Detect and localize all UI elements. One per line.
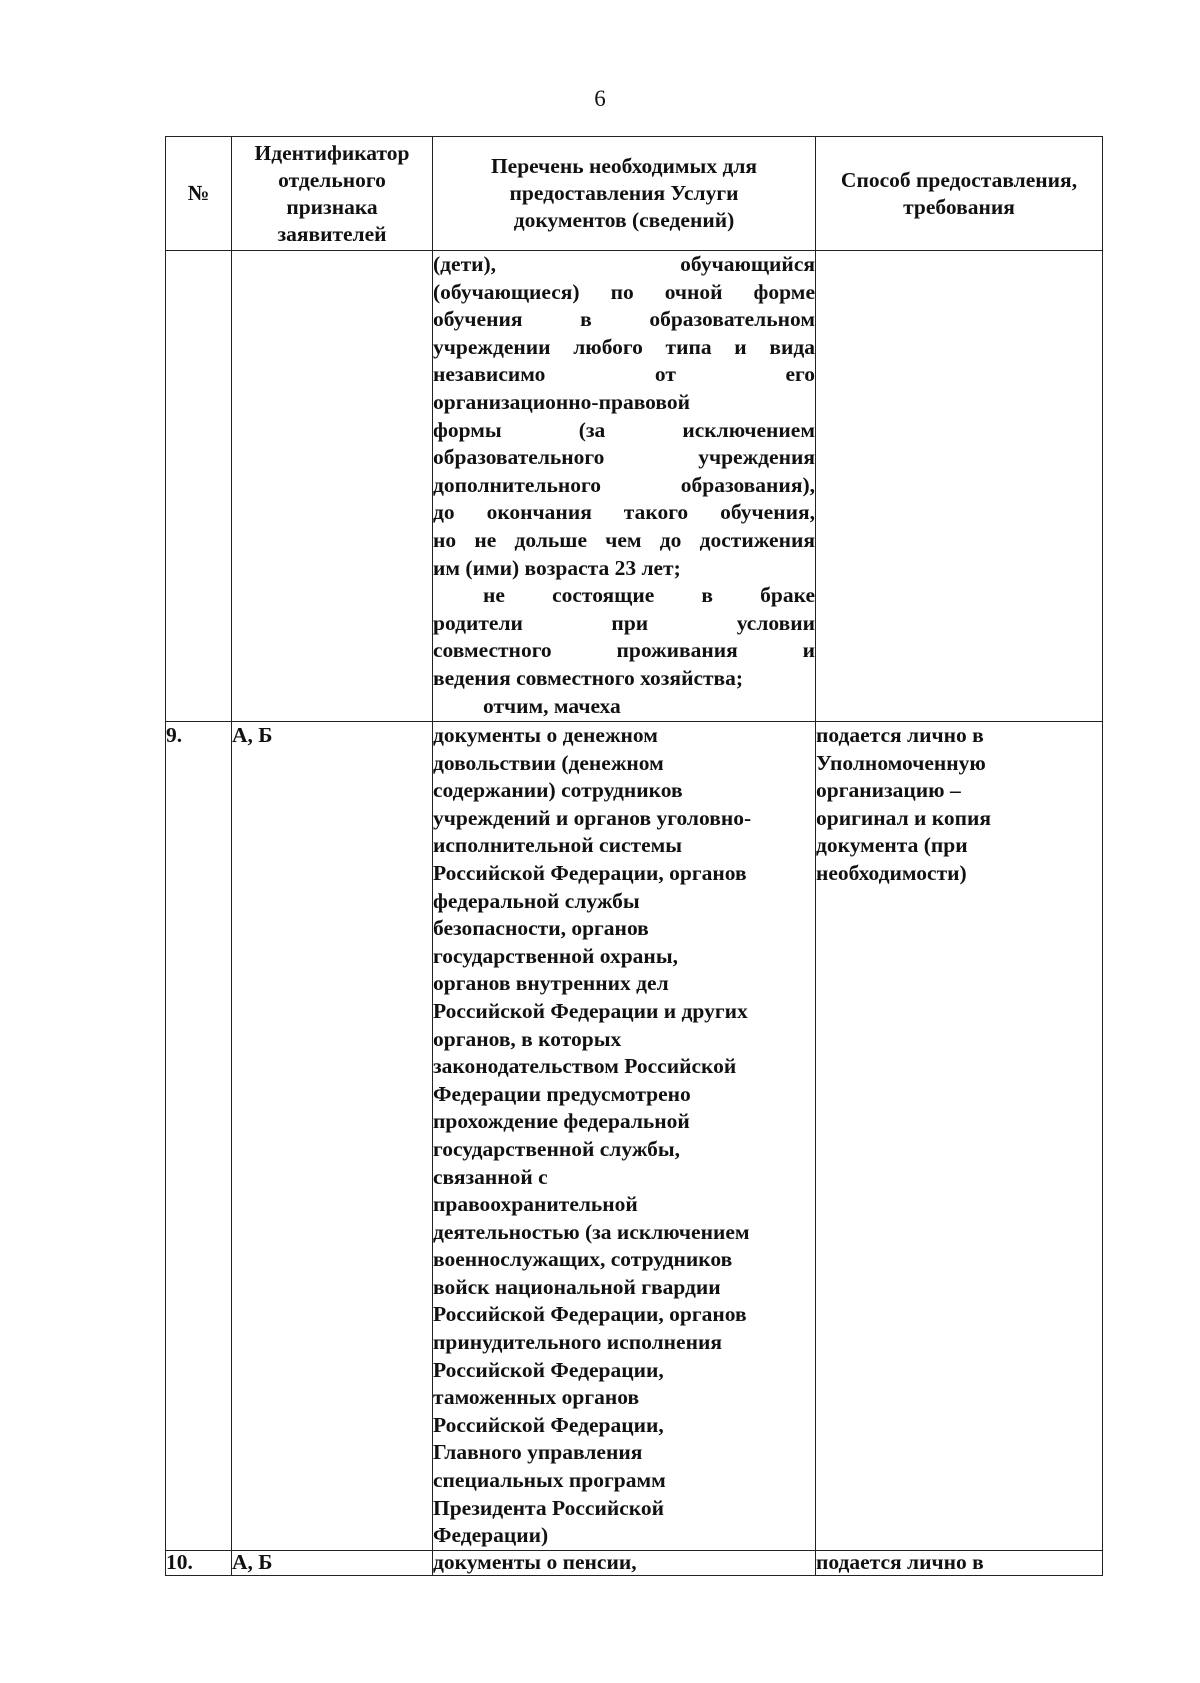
req-line: документа (при [816,833,968,858]
page-number: 6 [594,86,606,111]
documents-table [165,136,1103,1576]
doc-line: родители при условии [433,610,815,635]
doc-line: Российской Федерации, органов [433,860,747,885]
doc-line: войск национальной гвардии [433,1274,721,1299]
doc-line: им (ими) возраста 23 лет; [433,555,681,580]
table-row-continued [166,251,1103,722]
cell-requirements: подается лично в [816,1550,1103,1575]
req-line: Уполномоченную [816,750,986,775]
doc-line: но не дольше чем до достижения [433,527,815,552]
doc-line: федеральной службы [433,888,640,913]
doc-line: формы (за исключением [433,417,815,442]
doc-line: Федерации) [433,1523,549,1548]
doc-line: отчим, мачеха [483,693,621,718]
doc-line: Главного управления [433,1440,643,1465]
cell-documents [433,251,816,722]
doc-line: дополнительного образования), [433,472,815,497]
doc-line: государственной службы, [433,1136,681,1161]
doc-line: Российской Федерации, органов [433,1302,747,1327]
req-line: оригинал и копия [816,805,992,830]
doc-line: не состоящие в браке [483,583,815,608]
req-line: необходимости) [816,860,967,885]
cell-identifier [232,251,433,722]
doc-line: (обучающиеся) по очной форме [433,279,815,304]
doc-line: ведения совместного хозяйства; [433,665,744,690]
req-line: подается лично в [816,723,984,747]
header-requirements: Способ предоставления, требования [816,137,1103,251]
doc-line: прохождение федеральной [433,1109,690,1134]
doc-line: правоохранительной [433,1192,638,1217]
doc-line: до окончания такого обучения, [433,500,815,525]
header-number: № [166,137,232,251]
doc-line: организационно-правовой [433,389,690,414]
doc-line: обучения в образовательном [433,307,815,332]
header-identifier: Идентификатор отдельного признака заявителей [232,137,433,251]
doc-line: содержании) сотрудников [433,778,683,803]
cell-number: 10. [166,1550,232,1575]
doc-line: таможенных органов [433,1385,640,1410]
doc-line: принудительного исполнения [433,1330,722,1355]
cell-number: 9. [166,722,232,1551]
header-documents: Перечень необходимых для предоставления Услуги документов (сведений) [433,137,816,251]
doc-line: Российской Федерации, [433,1412,664,1437]
cell-identifier: А, Б [232,722,433,1551]
doc-line: специальных программ [433,1468,666,1493]
doc-line: органов внутренних дел [433,971,669,996]
table-row-9 [166,722,1103,1551]
doc-line: Российской Федерации и других [433,998,748,1023]
doc-line: исполнительной системы [433,833,683,858]
doc-line: военнослужащих, сотрудников [433,1247,733,1272]
table-row-10 [166,1550,1103,1575]
cell-requirements [816,722,1103,1551]
doc-line: органов, в которых [433,1026,622,1051]
cell-documents: документы о пенсии, [433,1550,816,1575]
doc-line: документы о денежном [433,723,658,747]
doc-line: законодательством Российской [433,1054,737,1079]
doc-line: безопасности, органов [433,916,649,941]
doc-line: государственной охраны, [433,943,678,968]
doc-line: Федерации предусмотрено [433,1081,691,1106]
cell-number [166,251,232,722]
table-header-row [166,137,1103,251]
cell-documents [433,722,816,1551]
doc-line: деятельностью (за исключением [433,1219,750,1244]
cell-identifier: А, Б [232,1550,433,1575]
doc-line: образовательного учреждения [433,445,815,470]
doc-line: Президента Российской [433,1495,664,1520]
doc-line: довольствии (денежном [433,750,664,775]
req-line: организацию – [816,778,961,803]
doc-line: Российской Федерации, [433,1357,664,1382]
doc-line: учреждений и органов уголовно- [433,805,752,830]
doc-line: совместного проживания и [433,638,815,663]
doc-line: (дети), обучающийся [433,252,815,276]
doc-line: связанной с [433,1164,548,1189]
doc-line: независимо от его [433,362,815,387]
cell-requirements [816,251,1103,722]
doc-line: учреждении любого типа и вида [433,334,815,359]
